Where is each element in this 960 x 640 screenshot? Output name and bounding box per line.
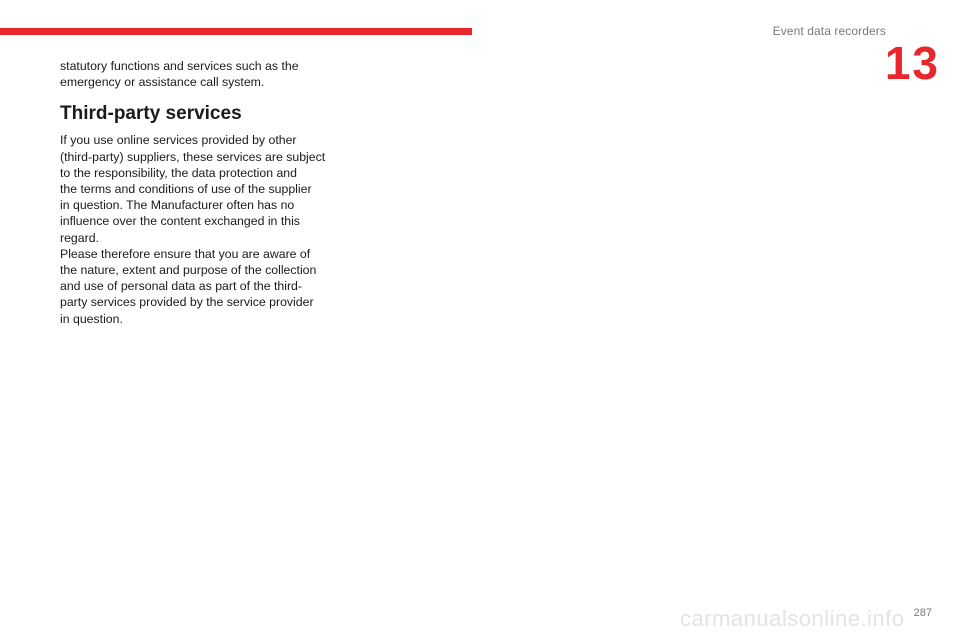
body-line: party services provided by the service provider xyxy=(60,295,314,310)
body-line: the nature, extent and purpose of the collection xyxy=(60,263,317,278)
body-line: (third-party) suppliers, these services are subject xyxy=(60,149,326,164)
page-number: 287 xyxy=(913,607,932,619)
header-accent-bar xyxy=(0,28,472,35)
body-line: influence over the content exchanged in this xyxy=(60,214,300,229)
chapter-number: 13 xyxy=(884,37,940,89)
body-line: in question. The Manufacturer often has no xyxy=(60,198,295,213)
body-line: regard. xyxy=(60,230,99,245)
body-line: to the responsibility, the data protection and xyxy=(60,165,297,180)
body-line: Please therefore ensure that you are aware of xyxy=(60,246,311,261)
body-paragraph xyxy=(60,132,330,326)
intro-line: emergency or assistance call system. xyxy=(60,75,265,90)
intro-paragraph xyxy=(60,58,330,90)
body-line: If you use online services provided by other xyxy=(60,133,297,148)
text-column xyxy=(60,58,330,327)
body-line: the terms and conditions of use of the supplier xyxy=(60,182,312,197)
body-line: and use of personal data as part of the third- xyxy=(60,279,302,294)
intro-line: statutory functions and services such as the xyxy=(60,59,299,73)
section-heading: Third-party services xyxy=(60,103,242,125)
body-line: in question. xyxy=(60,311,123,326)
watermark-text: carmanualsonline.info xyxy=(680,606,905,631)
running-header-title: Event data recorders xyxy=(772,24,886,38)
